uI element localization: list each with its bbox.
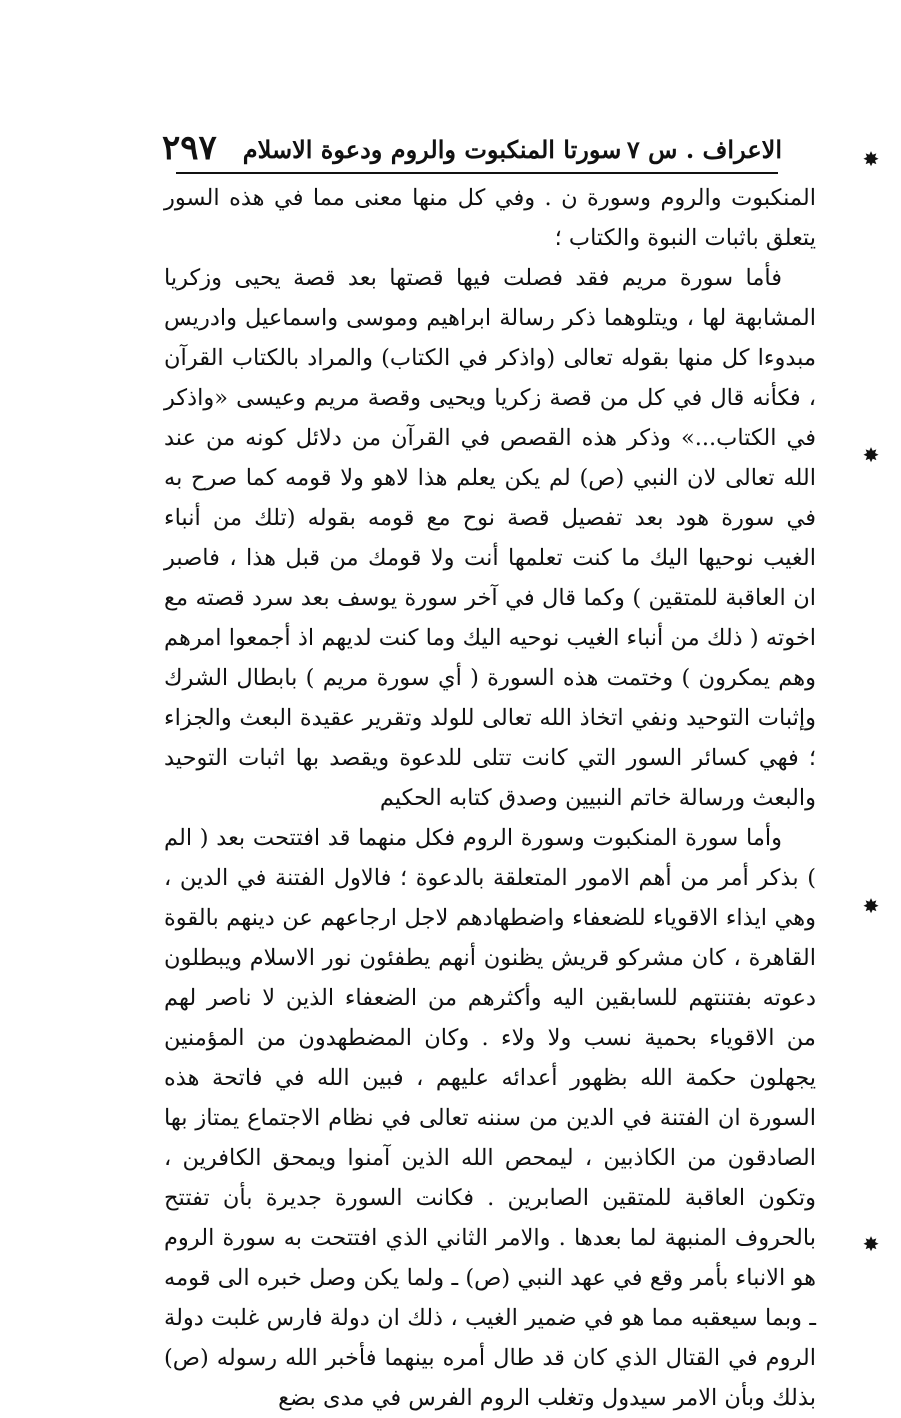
margin-ornament-icon: ✸ xyxy=(862,443,880,467)
running-section: الاعراف . س ٧ xyxy=(626,135,782,164)
page-header xyxy=(162,118,782,168)
paragraph-ankabut-rum: وأما سورة المنكبوت وسورة الروم فكل منهما قد افتتحت بعد ( الم ) بذكر أمر من أهم الامور المتعلقة بالدعوة ؛ فالاول الفتنة في الدين ، وهي ايذاء الاقوياء للضعفاء واضطهادهم لاجل ارجاعهم عن دينهم بالقوة القاهرة ، كان مشركو قريش يظنون أنهم يطفئون نور الاسلام ويبطلون دعوته بفتنتهم للسابقين اليه وأكثرهم من الضعفاء الذين لا ناصر لهم من الاقوياء بحمية نسب ولا ولاء . وكان المضطهدون من المؤمنين يجهلون حكمة الله بظهور أعدائه عليهم ، فبين الله في فاتحة هذه السورة ان الفتنة في الدين من سننه تعالى في نظام الاجتماع يمتاز بها الصادقون من الكاذبين ، ليمحص الله الذين آمنوا ويمحق الكافرين ، وتكون العاقبة للمتقين الصابرين . فكانت السورة جديرة بأن تفتتح بالحروف المنبهة لما بعدها . والامر الثاني الذي افتتحت به سورة الروم هو الانباء بأمر وقع في عهد النبي (ص) ـ ولما يكن وصل خبره الى قومه ـ وبما سيعقبه مما هو في ضمير الغيب ، ذلك ان دولة فارس غلبت دولة الروم في القتال الذي كان قد طال أمره بينهما فأخبر الله رسوله (ص) بذلك وبأن الامر سيدول وتغلب الروم الفرس في مدى بضع xyxy=(164,825,816,1411)
header-left-group xyxy=(162,128,621,168)
page-number: ٢٩٧ xyxy=(162,128,217,168)
paragraph-surat-maryam: فأما سورة مريم فقد فصلت فيها قصتها بعد قصة يحيى وزكريا المشابهة لها ، ويتلوهما ذكر رسالة ابراهيم وموسى واسماعيل وادريس مبدوءا كل منها بقوله تعالى (واذكر في الكتاب) والمراد بالكتاب القرآن ، فكأنه قال في كل من قصة زكريا ويحيى وقصة مريم وعيسى «واذكر في الكتاب...» وذكر هذه القصص في القرآن من دلائل كونه من عند الله تعالى لان النبي (ص) لم يكن يعلم هذا لاهو ولا قومه كما صرح به في سورة هود بعد تفصيل قصة نوح مع قومه بقوله (تلك من أنباء الغيب نوحيها اليك ما كنت تعلمها أنت ولا قومك من قبل هذا ، فاصبر ان العاقبة للمتقين ) وكما قال في آخر سورة يوسف بعد سرد قصته مع اخوته ( ذلك من أنباء الغيب نوحيه اليك وما كنت لديهم اذ أجمعوا امرهم وهم يمكرون ) وختمت هذه السورة ( أي سورة مريم ) بابطال الشرك وإثبات التوحيد ونفي اتخاذ الله تعالى للولد وتقرير عقيدة البعث والجزاء ؛ فهي كسائر السور التي كانت تتلى للدعوة ويقصد بها اثبات التوحيد والبعث ورسالة خاتم النبيين وصدق كتابه الحكيم xyxy=(164,265,816,811)
body-text xyxy=(164,178,816,1418)
running-title: سورتا المنكبوت والروم ودعوة الاسلام xyxy=(242,135,622,164)
paragraph-continuation: المنكبوت والروم وسورة ن . وفي كل منها معنى مما في هذه السور يتعلق باثبات النبوة والكتاب ؛ xyxy=(164,185,816,251)
header-rule xyxy=(176,172,778,174)
margin-ornament-icon: ✸ xyxy=(862,1232,880,1256)
margin-ornament-icon: ✸ xyxy=(862,894,880,918)
margin-ornament-icon: ✸ xyxy=(862,147,880,171)
